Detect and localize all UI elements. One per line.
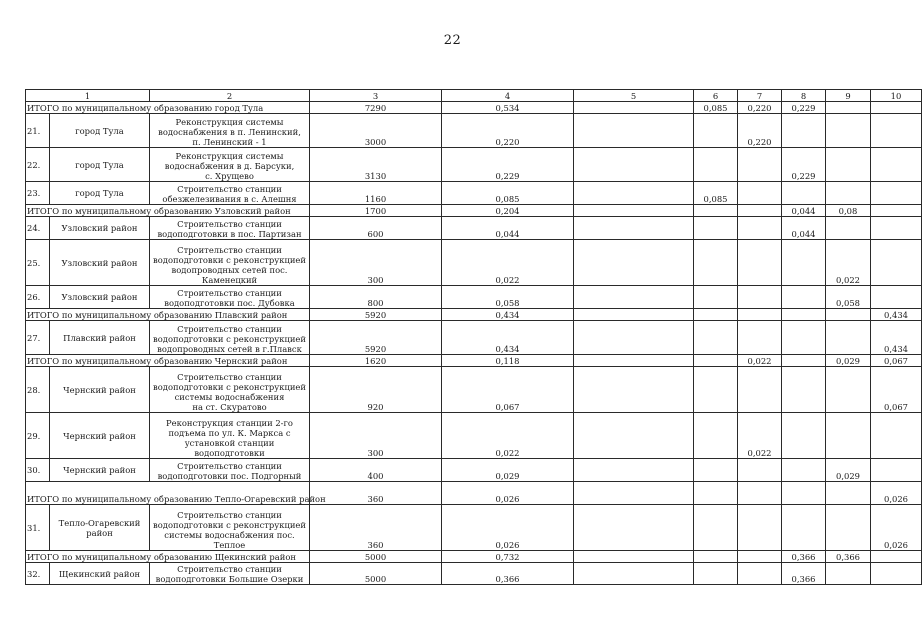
value-c5 <box>574 505 694 551</box>
row-number: 30. <box>26 459 50 482</box>
col-header: 3 <box>310 90 442 102</box>
value-c3: 360 <box>310 505 442 551</box>
value-c9 <box>826 482 871 505</box>
value-c10: 0,067 <box>871 355 922 367</box>
project-description <box>150 367 310 413</box>
value-c7 <box>738 551 782 563</box>
value-c3: 360 <box>310 482 442 505</box>
district-name: Чернский район <box>50 367 150 413</box>
description-line: водоснабжения в п. Ленинский, <box>158 127 301 137</box>
project-description <box>150 459 310 482</box>
project-description <box>150 148 310 182</box>
total-row <box>26 205 922 217</box>
value-c9 <box>826 148 871 182</box>
header-row <box>26 90 922 102</box>
value-c9 <box>826 217 871 240</box>
value-c9 <box>826 309 871 321</box>
value-c7 <box>738 240 782 286</box>
project-description <box>150 114 310 148</box>
value-c5 <box>574 102 694 114</box>
value-c4: 0,029 <box>442 459 574 482</box>
value-c7 <box>738 148 782 182</box>
value-c8 <box>782 367 826 413</box>
value-c10: 0,026 <box>871 505 922 551</box>
value-c5 <box>574 563 694 585</box>
value-c7: 0,220 <box>738 114 782 148</box>
value-c10 <box>871 551 922 563</box>
table-row <box>26 321 922 355</box>
value-c10 <box>871 459 922 482</box>
description-line: водоподготовки пос. Дубовка <box>164 298 295 308</box>
description-line: водоподготовки <box>194 448 265 458</box>
value-c3: 920 <box>310 367 442 413</box>
value-c10 <box>871 102 922 114</box>
value-c6 <box>694 148 738 182</box>
total-row <box>26 551 922 563</box>
value-c4: 0,434 <box>442 321 574 355</box>
value-c7 <box>738 505 782 551</box>
value-c10 <box>871 413 922 459</box>
description-line: водоподготовки с реконструкцией <box>153 520 306 530</box>
value-c10 <box>871 148 922 182</box>
row-number: 32. <box>26 563 50 585</box>
value-c7 <box>738 182 782 205</box>
table-row <box>26 148 922 182</box>
value-c3: 1160 <box>310 182 442 205</box>
value-c9 <box>826 413 871 459</box>
value-c7: 0,022 <box>738 413 782 459</box>
description-line: водоподготовки Большие Озерки <box>155 574 304 584</box>
value-c9 <box>826 102 871 114</box>
district-name: Чернский район <box>50 459 150 482</box>
description-line: Строительство станции <box>177 219 282 229</box>
value-c7 <box>738 563 782 585</box>
col-header: 7 <box>738 90 782 102</box>
row-number: 22. <box>26 148 50 182</box>
description-line: Строительство станции <box>177 564 282 574</box>
value-c6 <box>694 413 738 459</box>
description-line: водоподготовки в пос. Партизан <box>157 229 302 239</box>
value-c5 <box>574 355 694 367</box>
value-c6 <box>694 367 738 413</box>
total-title: ИТОГО по муниципальному образованию Узловский район <box>26 205 310 217</box>
value-c4: 0,022 <box>442 413 574 459</box>
description-line: Строительство станции <box>177 461 282 471</box>
project-description <box>150 413 310 459</box>
description-line: водопроводных сетей в г.Плавск <box>157 344 302 354</box>
table-row <box>26 240 922 286</box>
value-c5 <box>574 148 694 182</box>
value-c3: 5920 <box>310 321 442 355</box>
description-line: обезжелезивания в с. Алешня <box>162 194 297 204</box>
value-c4: 0,434 <box>442 309 574 321</box>
table-row <box>26 182 922 205</box>
value-c6 <box>694 459 738 482</box>
value-c4: 0,058 <box>442 286 574 309</box>
value-c7 <box>738 459 782 482</box>
value-c8 <box>782 286 826 309</box>
value-c8 <box>782 182 826 205</box>
value-c7 <box>738 367 782 413</box>
value-c8: 0,044 <box>782 205 826 217</box>
value-c9: 0,022 <box>826 240 871 286</box>
value-c8 <box>782 482 826 505</box>
total-row <box>26 355 922 367</box>
description-line: с. Хрущево <box>205 171 254 181</box>
row-number: 23. <box>26 182 50 205</box>
total-title: ИТОГО по муниципальному образованию Щекинский район <box>26 551 310 563</box>
value-c3: 800 <box>310 286 442 309</box>
row-number: 26. <box>26 286 50 309</box>
project-description <box>150 182 310 205</box>
value-c4: 0,067 <box>442 367 574 413</box>
value-c9 <box>826 114 871 148</box>
value-c5 <box>574 114 694 148</box>
value-c3: 1700 <box>310 205 442 217</box>
district-name: город Тула <box>50 148 150 182</box>
description-line: водоподготовки с реконструкцией <box>153 334 306 344</box>
table-row <box>26 505 922 551</box>
value-c8 <box>782 505 826 551</box>
value-c3: 5000 <box>310 563 442 585</box>
value-c3: 7290 <box>310 102 442 114</box>
table-row <box>26 114 922 148</box>
value-c9 <box>826 367 871 413</box>
value-c10 <box>871 182 922 205</box>
value-c5 <box>574 182 694 205</box>
value-c7 <box>738 217 782 240</box>
district-name: Узловский район <box>50 240 150 286</box>
total-title: ИТОГО по муниципальному образованию Тепло-Огаревский район <box>26 482 310 505</box>
description-line: Строительство станции <box>177 245 282 255</box>
value-c10 <box>871 114 922 148</box>
value-c10: 0,434 <box>871 321 922 355</box>
col-header: 8 <box>782 90 826 102</box>
value-c8 <box>782 309 826 321</box>
value-c9: 0,029 <box>826 355 871 367</box>
value-c9: 0,058 <box>826 286 871 309</box>
value-c6 <box>694 240 738 286</box>
value-c3: 5920 <box>310 309 442 321</box>
col-header: 6 <box>694 90 738 102</box>
col-header: 2 <box>150 90 310 102</box>
value-c10 <box>871 217 922 240</box>
description-line: установкой станции <box>184 438 275 448</box>
description-line: Строительство станции <box>177 288 282 298</box>
description-line: водоподготовки пос. Подгорный <box>157 471 302 481</box>
value-c3: 300 <box>310 240 442 286</box>
value-c10: 0,067 <box>871 367 922 413</box>
table-row <box>26 413 922 459</box>
value-c8 <box>782 114 826 148</box>
value-c6 <box>694 551 738 563</box>
row-number: 27. <box>26 321 50 355</box>
value-c4: 0,085 <box>442 182 574 205</box>
value-c7: 0,220 <box>738 102 782 114</box>
value-c5 <box>574 240 694 286</box>
project-description <box>150 286 310 309</box>
value-c5 <box>574 217 694 240</box>
value-c6 <box>694 217 738 240</box>
value-c7 <box>738 205 782 217</box>
value-c4: 0,204 <box>442 205 574 217</box>
value-c4: 0,732 <box>442 551 574 563</box>
value-c9: 0,08 <box>826 205 871 217</box>
description-line: Каменецкий <box>201 275 258 285</box>
col-header: 10 <box>871 90 922 102</box>
value-c5 <box>574 551 694 563</box>
value-c3: 3000 <box>310 114 442 148</box>
value-c10 <box>871 205 922 217</box>
description-line: подъема по ул. К. Маркса с <box>168 428 291 438</box>
description-line: Строительство станции <box>177 324 282 334</box>
value-c9 <box>826 563 871 585</box>
value-c9 <box>826 182 871 205</box>
district-name: город Тула <box>50 182 150 205</box>
value-c10 <box>871 240 922 286</box>
value-c3: 300 <box>310 413 442 459</box>
value-c5 <box>574 413 694 459</box>
description-line: водопроводных сетей пос. <box>171 265 288 275</box>
total-row <box>26 482 922 505</box>
value-c10 <box>871 563 922 585</box>
value-c3: 600 <box>310 217 442 240</box>
project-description <box>150 217 310 240</box>
value-c5 <box>574 286 694 309</box>
description-line: Реконструкция станции 2-го <box>166 418 293 428</box>
col-header: 9 <box>826 90 871 102</box>
description-line: Реконструкция системы <box>175 117 284 127</box>
description-line: водоснабжения в д. Барсуки, <box>164 161 295 171</box>
value-c9: 0,366 <box>826 551 871 563</box>
value-c4: 0,022 <box>442 240 574 286</box>
total-title: ИТОГО по муниципальному образованию Чернский район <box>26 355 310 367</box>
row-number: 29. <box>26 413 50 459</box>
value-c3: 3130 <box>310 148 442 182</box>
district-name: Чернский район <box>50 413 150 459</box>
value-c8 <box>782 240 826 286</box>
value-c6 <box>694 114 738 148</box>
value-c4: 0,118 <box>442 355 574 367</box>
value-c6 <box>694 321 738 355</box>
value-c4: 0,026 <box>442 505 574 551</box>
value-c5 <box>574 459 694 482</box>
description-line: Строительство станции <box>177 372 282 382</box>
value-c3: 400 <box>310 459 442 482</box>
value-c8: 0,366 <box>782 563 826 585</box>
value-c10: 0,434 <box>871 309 922 321</box>
value-c7 <box>738 482 782 505</box>
row-number: 28. <box>26 367 50 413</box>
description-line: на ст. Скуратово <box>192 402 267 412</box>
row-number: 24. <box>26 217 50 240</box>
row-number: 25. <box>26 240 50 286</box>
value-c6 <box>694 355 738 367</box>
value-c5 <box>574 205 694 217</box>
value-c8: 0,229 <box>782 148 826 182</box>
description-line: п. Ленинский - 1 <box>192 137 267 147</box>
col-header: 5 <box>574 90 694 102</box>
project-description <box>150 505 310 551</box>
description-line: водоподготовки с реконструкцией <box>153 382 306 392</box>
value-c9 <box>826 505 871 551</box>
value-c7 <box>738 321 782 355</box>
project-description <box>150 321 310 355</box>
value-c4: 0,044 <box>442 217 574 240</box>
value-c6 <box>694 286 738 309</box>
description-line: системы водоснабжения <box>174 392 285 402</box>
value-c6: 0,085 <box>694 182 738 205</box>
district-name: город Тула <box>50 114 150 148</box>
value-c8 <box>782 321 826 355</box>
col-header: 4 <box>442 90 574 102</box>
description-line: Строительство станции <box>177 510 282 520</box>
value-c5 <box>574 309 694 321</box>
value-c3: 5000 <box>310 551 442 563</box>
value-c4: 0,534 <box>442 102 574 114</box>
value-c7: 0,022 <box>738 355 782 367</box>
value-c8 <box>782 459 826 482</box>
value-c6 <box>694 205 738 217</box>
table-row <box>26 217 922 240</box>
description-line: Теплое <box>213 540 246 550</box>
value-c8: 0,044 <box>782 217 826 240</box>
page-number: 22 <box>443 33 462 48</box>
district-name: Тепло-Огаревский район <box>50 505 150 551</box>
value-c4: 0,220 <box>442 114 574 148</box>
total-row <box>26 102 922 114</box>
value-c7 <box>738 309 782 321</box>
value-c3: 1620 <box>310 355 442 367</box>
value-c9: 0,029 <box>826 459 871 482</box>
value-c6 <box>694 482 738 505</box>
value-c8: 0,366 <box>782 551 826 563</box>
description-line: Строительство станции <box>177 184 282 194</box>
description-line: водоподготовки с реконструкцией <box>153 255 306 265</box>
project-description <box>150 563 310 585</box>
row-number: 21. <box>26 114 50 148</box>
table-row <box>26 367 922 413</box>
value-c10: 0,026 <box>871 482 922 505</box>
value-c6 <box>694 505 738 551</box>
value-c8: 0,229 <box>782 102 826 114</box>
value-c4: 0,229 <box>442 148 574 182</box>
description-line: Реконструкция системы <box>175 151 284 161</box>
table-row <box>26 286 922 309</box>
total-title: ИТОГО по муниципальному образованию город Тула <box>26 102 310 114</box>
value-c4: 0,026 <box>442 482 574 505</box>
col-header: 1 <box>26 90 150 102</box>
description-line: системы водоснабжения пос. <box>164 530 295 540</box>
project-description <box>150 240 310 286</box>
value-c5 <box>574 367 694 413</box>
value-c9 <box>826 321 871 355</box>
table-row <box>26 459 922 482</box>
district-name: Узловский район <box>50 217 150 240</box>
table-row <box>26 563 922 585</box>
value-c7 <box>738 286 782 309</box>
value-c6 <box>694 563 738 585</box>
value-c8 <box>782 413 826 459</box>
district-name: Щекинский район <box>50 563 150 585</box>
value-c6: 0,085 <box>694 102 738 114</box>
data-table <box>25 89 922 585</box>
district-name: Узловский район <box>50 286 150 309</box>
value-c10 <box>871 286 922 309</box>
value-c5 <box>574 482 694 505</box>
total-title: ИТОГО по муниципальному образованию Плавский район <box>26 309 310 321</box>
district-name: Плавский район <box>50 321 150 355</box>
value-c4: 0,366 <box>442 563 574 585</box>
value-c8 <box>782 355 826 367</box>
total-row <box>26 309 922 321</box>
row-number: 31. <box>26 505 50 551</box>
value-c5 <box>574 321 694 355</box>
value-c6 <box>694 309 738 321</box>
